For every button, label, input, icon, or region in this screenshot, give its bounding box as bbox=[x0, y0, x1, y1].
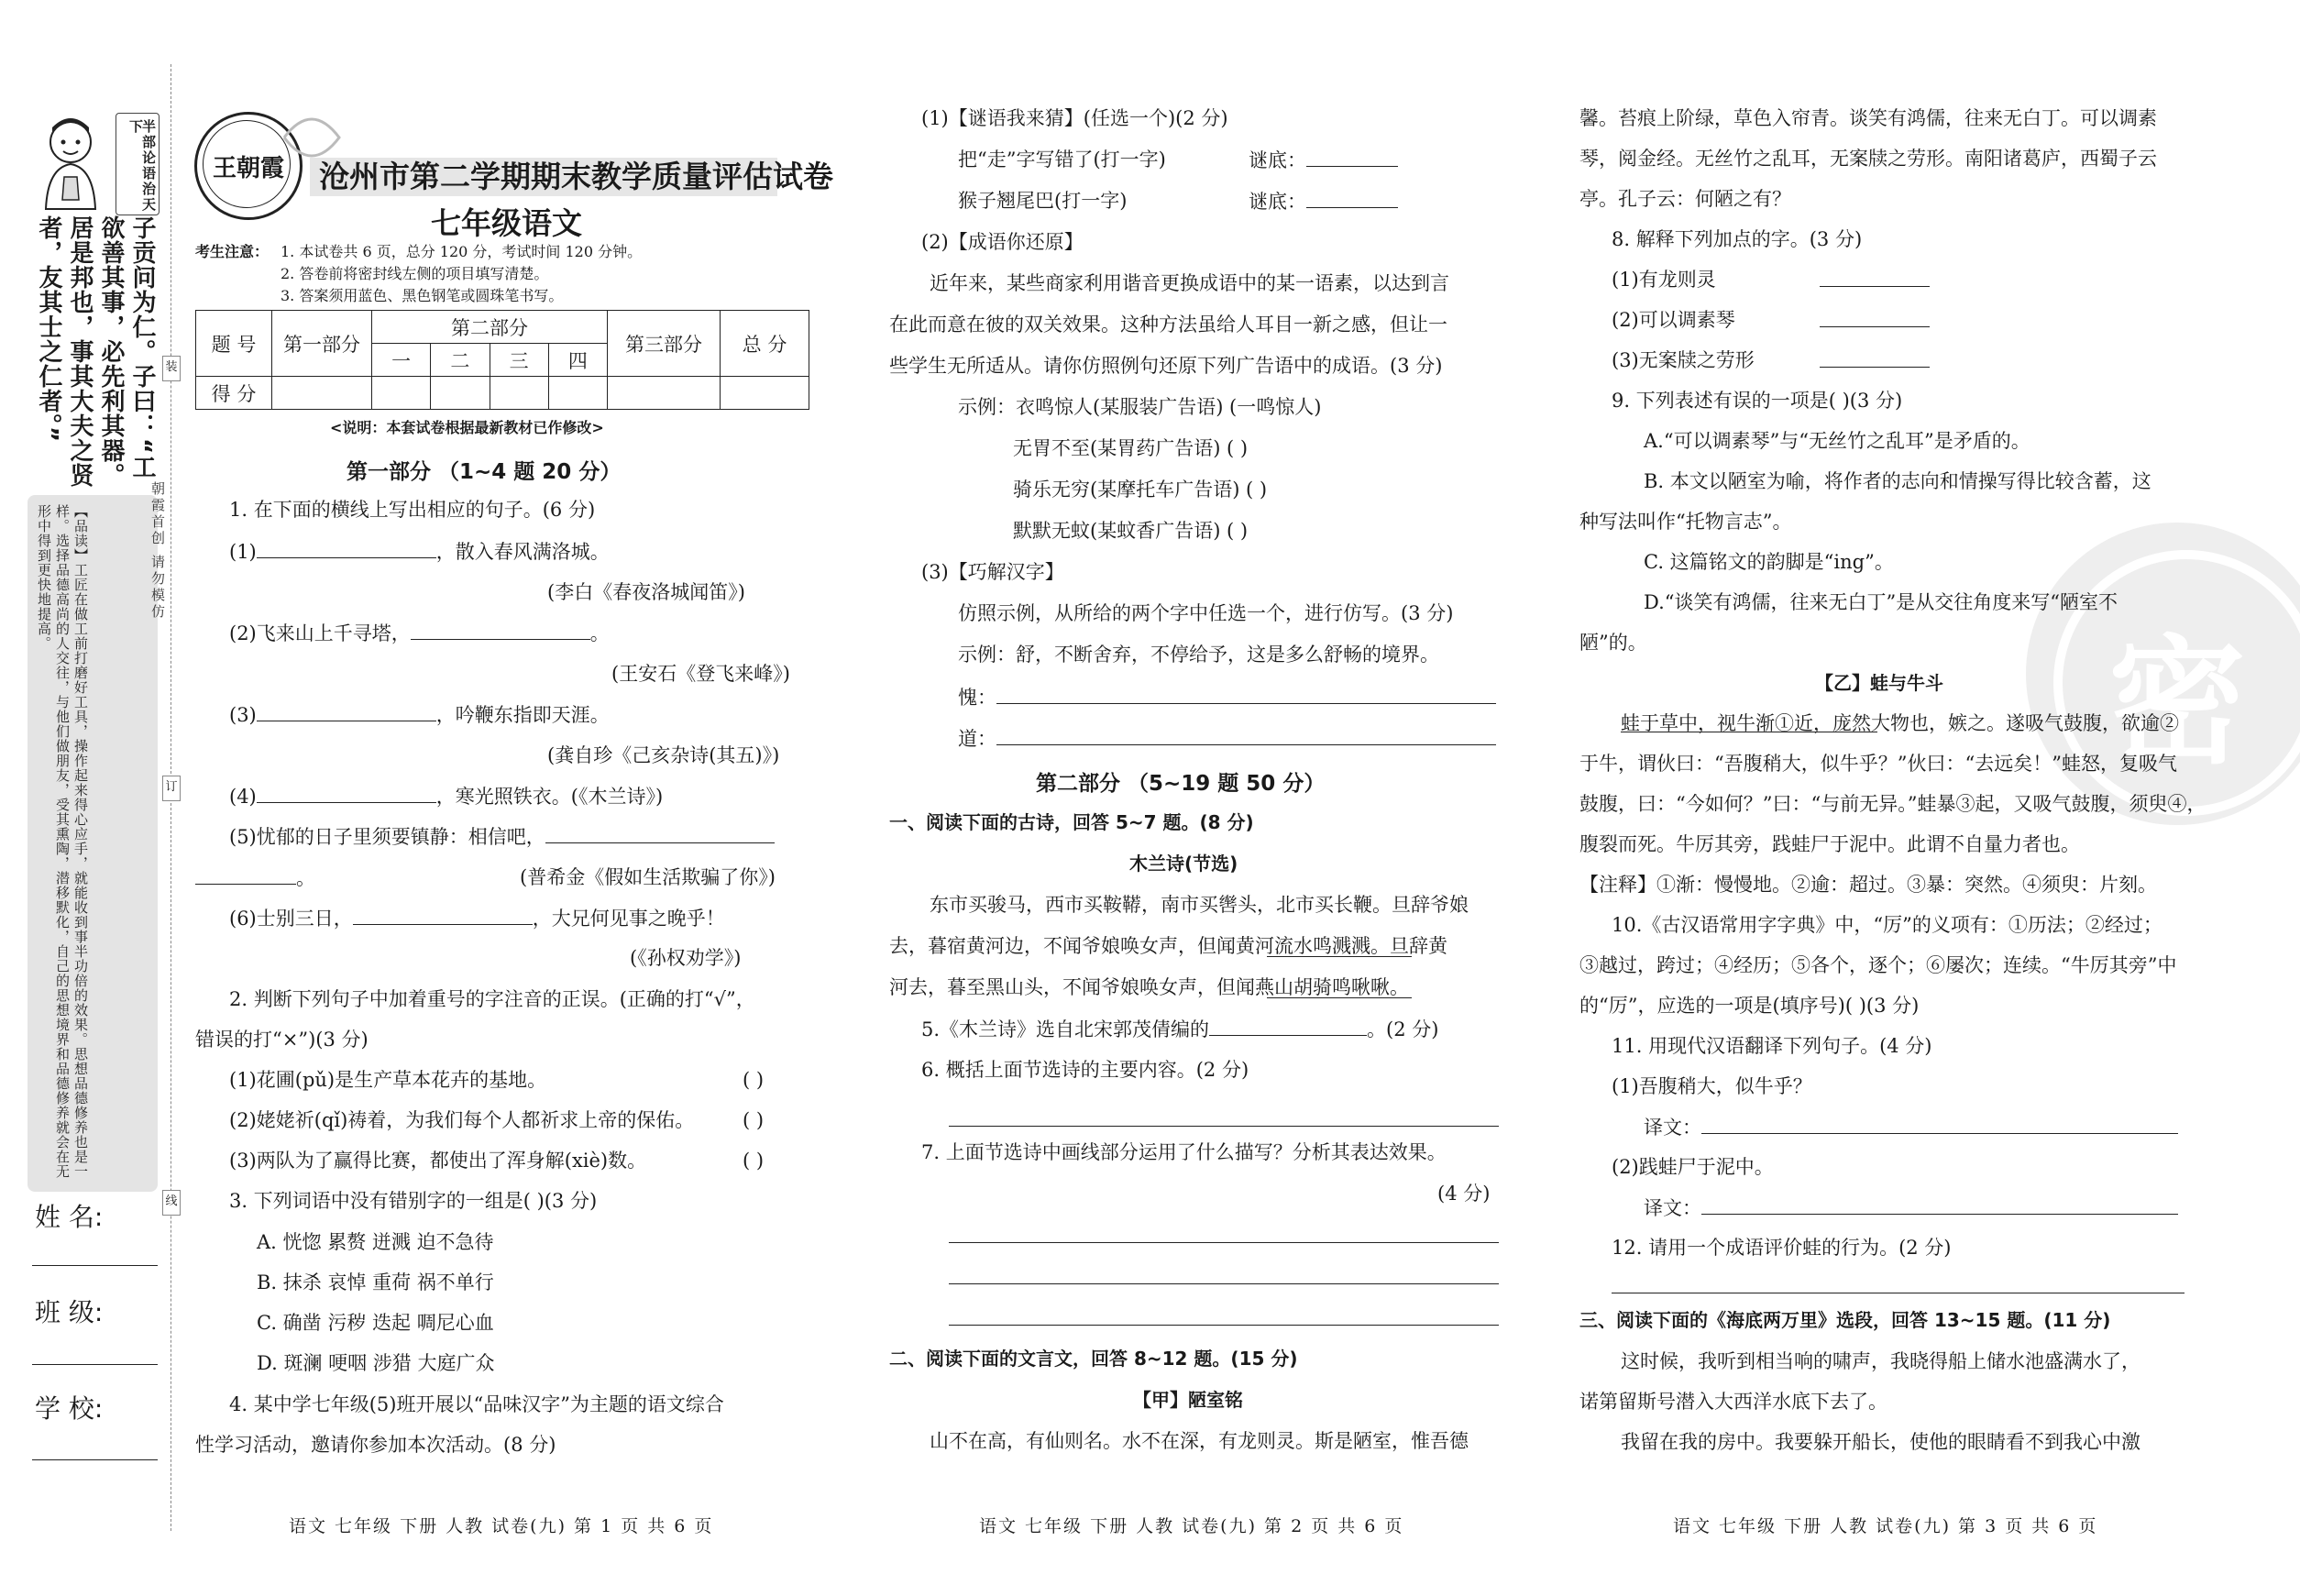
notice-3: 3. 答案须用蓝色、黑色钢笔或圆珠笔书写。 bbox=[281, 287, 564, 304]
underline-mark bbox=[1267, 997, 1412, 998]
p2-idiom-intro-3: 些学生无所适从。请你仿照例句还原下列广告语中的成语。(3 分) bbox=[889, 355, 1443, 377]
text-b-notes: 【注释】①渐：慢慢地。②逾：超过。③暴：突然。④须臾：片刻。 bbox=[1579, 874, 2157, 896]
q9-stem: 9. 下列表述有误的一项是( )(3 分) bbox=[1612, 390, 1903, 412]
q1-stem: 1. 在下面的横线上写出相应的句子。(6 分) bbox=[229, 499, 596, 521]
score-part1: 第一部分 bbox=[272, 311, 372, 377]
poem-line-1: 东市买骏马，西市买鞍鞯，南市买辔头，北市买长鞭。旦辞爷娘 bbox=[930, 894, 1469, 916]
text-a-title: 【甲】陋室铭 bbox=[1133, 1389, 1243, 1411]
q2-stem-cont: 错误的打“×”)(3 分) bbox=[195, 1029, 369, 1051]
poem-line-3: 河去，暮至黑山头，不闻爷娘唤女声，但闻燕山胡骑鸣啾啾。 bbox=[889, 976, 1409, 998]
idiom-example: 示例：衣鸣惊人(某服装广告语) (一鸣惊人) bbox=[958, 396, 1322, 418]
q2-3-paren[interactable]: ( ) bbox=[743, 1150, 765, 1172]
q11-1: (1)吾腹稍大，似牛乎？ bbox=[1612, 1075, 1812, 1097]
answer-blank[interactable] bbox=[1820, 326, 1930, 327]
q8-stem: 8. 解释下列加点的字。(3 分) bbox=[1612, 228, 1863, 250]
answer-line[interactable] bbox=[949, 1126, 1499, 1127]
q11-1-answer: 译文： bbox=[1644, 1113, 2178, 1141]
answer-line[interactable] bbox=[949, 1325, 1499, 1326]
q11-2: (2)践蛙尸于泥中。 bbox=[1612, 1156, 1774, 1178]
q12: 12. 请用一个成语评价蛙的行为。(2 分) bbox=[1612, 1237, 1952, 1259]
q2-1: (1)花圃(pǔ)是生产草本花卉的基地。 bbox=[229, 1069, 547, 1091]
idiom-3[interactable]: 默默无蚊(某蚊香广告语) ( ) bbox=[1013, 520, 1249, 542]
q7-score: (4 分) bbox=[1437, 1183, 1491, 1205]
text-b-line-4: 腹裂而死。牛厉其旁，践蛙尸于泥中。此谓不自量力者也。 bbox=[1579, 833, 2080, 855]
page3-footer: 语文 七年级 下册 人教 试卷(九) 第 3 页 共 6 页 bbox=[1673, 1516, 2098, 1536]
q2-stem: 2. 判断下列句子中加着重号的字注音的正误。(正确的打“√”， bbox=[229, 988, 755, 1010]
text-b-line-1: 蛙于草中，视牛渐①近，庞然大物也，嫉之。遂吸气鼓腹，欲逾② bbox=[1621, 712, 2179, 734]
char-answer-1: 愧： bbox=[958, 683, 1496, 711]
answer-blank[interactable] bbox=[1701, 1113, 2178, 1134]
section1-title: 一、阅读下面的古诗，回答 5~7 题。(8 分) bbox=[889, 811, 1254, 833]
mascot-icon bbox=[28, 113, 115, 214]
answer-blank[interactable] bbox=[257, 700, 436, 721]
q7: 7. 上面节选诗中画线部分运用了什么描写？分析其表达效果。 bbox=[921, 1141, 1447, 1163]
q1-5-source: (普希金《假如生活欺骗了你》) bbox=[520, 866, 776, 888]
q1-3-source: (龚自珍《己亥杂诗(其五)》) bbox=[547, 744, 780, 766]
score-part2-sub1: 一 bbox=[372, 344, 431, 377]
riddle-1: 把“走”字写错了(打一字) bbox=[958, 149, 1166, 171]
poem-title: 木兰诗(节选) bbox=[1129, 853, 1238, 875]
q4-stem: 4. 某中学七年级(5)班开展以“品味汉字”为主题的语文综合 bbox=[229, 1393, 724, 1415]
idiom-2[interactable]: 骑乐无穷(某摩托车广告语) ( ) bbox=[1013, 479, 1268, 501]
riddle-2: 猴子翘尾巴(打一字) bbox=[958, 190, 1128, 212]
section3-title: 三、阅读下面的《海底两万里》选段，回答 13~15 题。(11 分) bbox=[1579, 1309, 2111, 1331]
q10-cont-1: ③越过，跨过；④经历；⑤各个，逐个；⑥屡次；连续。“牛厉其旁”中 bbox=[1579, 954, 2177, 976]
left-strip bbox=[28, 105, 163, 1179]
text-a-line-1: 山不在高，有仙则名。水不在深，有龙则灵。斯是陋室，惟吾德 bbox=[930, 1430, 1469, 1452]
answer-blank[interactable] bbox=[1209, 1015, 1367, 1036]
char-answer-2: 道： bbox=[958, 724, 1496, 753]
q9-option-c[interactable]: C. 这篇铭文的韵脚是“ing”。 bbox=[1644, 551, 1894, 573]
watermark-seal bbox=[2026, 523, 2300, 825]
p2-idiom-title: (2)【成语你还原】 bbox=[921, 231, 1084, 253]
notice-2: 2. 答卷前将密封线左侧的项目填写清楚。 bbox=[281, 265, 549, 282]
text-c-line-2: 诺第留斯号潜入大西洋水底下去了。 bbox=[1579, 1391, 1887, 1413]
score-part2: 第二部分 bbox=[372, 311, 608, 344]
q11-2-answer: 译文： bbox=[1644, 1194, 2178, 1222]
exam-subtitle: 七年级语文 bbox=[431, 205, 582, 241]
p2-idiom-intro-2: 在此而意在彼的双关效果。这种方法虽给人耳目一新之感，但让一 bbox=[889, 314, 1447, 336]
watermark-char: 密 bbox=[2108, 622, 2247, 783]
answer-blank[interactable] bbox=[353, 904, 533, 925]
answer-blank[interactable] bbox=[195, 864, 296, 885]
part1-title: 第一部分 （1~4 题 20 分） bbox=[347, 460, 622, 484]
q2-2: (2)姥姥祈(qǐ)祷着，为我们每个人都祈求上帝的保佑。 bbox=[229, 1109, 695, 1131]
q3-stem: 3. 下列词语中没有错别字的一组是( )(3 分) bbox=[229, 1190, 598, 1212]
notice-1: 1. 本试卷共 6 页，总分 120 分，考试时间 120 分钟。 bbox=[281, 243, 643, 260]
q8-1: (1)有龙则灵 bbox=[1612, 269, 1716, 291]
class-label: 班 级: bbox=[35, 1297, 104, 1327]
score-cell[interactable] bbox=[721, 377, 809, 410]
q8-3: (3)无案牍之劳形 bbox=[1612, 349, 1755, 371]
q2-2-paren[interactable]: ( ) bbox=[743, 1109, 765, 1131]
class-field[interactable] bbox=[32, 1364, 158, 1365]
exam-title: 沧州市第二学期期末教学质量评估试卷 bbox=[319, 159, 833, 194]
q2-1-paren[interactable]: ( ) bbox=[743, 1069, 765, 1091]
answer-blank[interactable] bbox=[411, 619, 590, 640]
q1-5: (5)忧郁的日子里须要镇静：相信吧， bbox=[229, 822, 775, 851]
q6: 6. 概括上面节选诗的主要内容。(2 分) bbox=[921, 1059, 1249, 1081]
q3-option-c[interactable]: C. 确凿 污秽 迭起 啁尼心血 bbox=[257, 1312, 494, 1334]
answer-blank[interactable] bbox=[1306, 146, 1398, 167]
p2-char-intro: 仿照示例，从所给的两个字中任选一个，进行仿写。(3 分) bbox=[958, 602, 1454, 624]
p2-char-title: (3)【巧解汉字】 bbox=[921, 561, 1064, 583]
pindu-text: 【品读】工匠在做工前打磨好工具，操作起来得心应手，就能收到事半功倍的效果。思想品德修养也是一样。选择品德高尚的人交往，与他们做朋友，受其熏陶，潜移默化，自己的思想境界和品德修养就会在无形中得到更快地提高。 bbox=[36, 504, 89, 1179]
quote-text: 子贡问为仁。子曰：“工欲善其事，必先利其器。居是邦也，事其大夫之贤者，友其士之仁者。” bbox=[35, 215, 156, 488]
q10-cont-2: 的“厉”，应选的一项是(填序号)( )(3 分) bbox=[1579, 995, 1920, 1017]
text-c-line-1: 这时候，我听到相当响的啸声，我晓得船上储水池盛满水了， bbox=[1621, 1350, 2140, 1372]
score-cell[interactable] bbox=[608, 377, 721, 410]
q1-2-source: (王安石《登飞来峰》) bbox=[611, 663, 790, 685]
underline-mark bbox=[1267, 956, 1412, 957]
q3-option-a[interactable]: A. 恍惚 累赘 迸溅 迫不急待 bbox=[257, 1231, 494, 1253]
score-part2-sub4: 四 bbox=[548, 344, 607, 377]
banpu-badge bbox=[116, 113, 160, 215]
part2-title: 第二部分 （5~19 题 50 分） bbox=[1036, 772, 1326, 796]
score-cell[interactable] bbox=[431, 377, 490, 410]
q9-option-d-cont: 陋”的。 bbox=[1579, 632, 1647, 654]
p2-idiom-intro-1: 近年来，某些商家利用谐音更换成语中的某一语素，以达到言 bbox=[930, 272, 1449, 294]
section2-title: 二、阅读下面的文言文，回答 8~12 题。(15 分) bbox=[889, 1348, 1298, 1370]
q1-6: (6)士别三日， ，大兄何见事之晚乎！ bbox=[229, 904, 725, 932]
answer-blank[interactable] bbox=[996, 724, 1496, 745]
answer-blank[interactable] bbox=[257, 537, 436, 558]
riddle-2-answer: 谜底： bbox=[1249, 187, 1398, 215]
answer-blank[interactable] bbox=[545, 822, 775, 843]
score-cell[interactable] bbox=[272, 377, 372, 410]
q10-stem: 10.《古汉语常用字字典》中，“厉”的义项有：①历法；②经过； bbox=[1612, 914, 2162, 936]
answer-blank[interactable] bbox=[1820, 286, 1930, 287]
answer-blank[interactable] bbox=[1306, 187, 1398, 208]
q11-stem: 11. 用现代汉语翻译下列句子。(4 分) bbox=[1612, 1035, 1932, 1057]
text-b-line-3: 鼓腹，曰：“今如何？”曰：“与前无异。”蛙暴③起，又吸气鼓腹，须臾④， bbox=[1579, 793, 2206, 815]
side-vertical-text: 朝霞首创 请勿模仿 bbox=[149, 481, 166, 621]
fold-label-3: 线 bbox=[162, 1190, 181, 1216]
text-b-line-2: 于牛，谓伙曰：“吾腹稍大，似牛乎？”伙曰：“去远矣！”蛙怒，复吸气 bbox=[1579, 753, 2177, 775]
q2-3: (3)两队为了赢得比赛，都使出了浑身解(xiè)数。 bbox=[229, 1150, 647, 1172]
score-cell[interactable] bbox=[548, 377, 607, 410]
answer-blank[interactable] bbox=[1701, 1194, 2178, 1215]
q9-option-b-cont: 种写法叫作“托物言志”。 bbox=[1579, 511, 1792, 533]
pindu-box bbox=[28, 495, 158, 1192]
q1-1: (1) ，散入春风满洛城。 bbox=[229, 537, 610, 566]
answer-blank[interactable] bbox=[257, 782, 436, 803]
notice-label: 考生注意： bbox=[195, 243, 270, 260]
q1-1-source: (李白《春夜洛城闻笛》) bbox=[547, 581, 745, 603]
answer-line[interactable] bbox=[949, 1242, 1499, 1243]
page2-footer: 语文 七年级 下册 人教 试卷(九) 第 2 页 共 6 页 bbox=[979, 1516, 1404, 1536]
p2-char-example: 示例：舒，不断舍弃，不停给予，这是多么舒畅的境界。 bbox=[958, 644, 1439, 666]
score-total: 总 分 bbox=[721, 311, 809, 377]
q1-5-cont: 。 bbox=[195, 864, 315, 892]
score-part2-sub2: 二 bbox=[431, 344, 490, 377]
score-cell[interactable] bbox=[372, 377, 431, 410]
q1-4: (4) ，寒光照铁衣。(《木兰诗》) bbox=[229, 782, 663, 810]
page1-footer: 语文 七年级 下册 人教 试卷(九) 第 1 页 共 6 页 bbox=[289, 1516, 714, 1536]
q3-option-b[interactable]: B. 抹杀 哀悼 重荷 祸不单行 bbox=[257, 1271, 494, 1293]
q4-stem-cont: 性学习活动，邀请你参加本次活动。(8 分) bbox=[195, 1434, 556, 1456]
school-label: 学 校: bbox=[35, 1393, 104, 1424]
answer-blank[interactable] bbox=[996, 683, 1496, 704]
score-part3: 第三部分 bbox=[608, 311, 721, 377]
q9-option-b[interactable]: B. 本文以陋室为喻，将作者的志向和情操写得比较含蓄，这 bbox=[1644, 470, 2151, 492]
p2-riddle-title: (1)【谜语我来猜】(任选一个)(2 分) bbox=[921, 107, 1228, 129]
poem-line-2: 去，暮宿黄河边，不闻爷娘唤女声，但闻黄河流水鸣溅溅。旦辞黄 bbox=[889, 935, 1447, 957]
q8-2: (2)可以调素琴 bbox=[1612, 309, 1735, 331]
score-row2-label: 得 分 bbox=[196, 377, 272, 410]
q9-option-a[interactable]: A.“可以调素琴”与“无丝竹之乱耳”是矛盾的。 bbox=[1644, 430, 2030, 452]
score-table bbox=[195, 310, 809, 410]
text-c-line-3: 我留在我的房中。我要躲开船长，使他的眼睛看不到我心中激 bbox=[1621, 1431, 2140, 1453]
q1-6-source: (《孙权劝学》) bbox=[630, 947, 742, 969]
badge-text: 半部论语治天下 bbox=[127, 119, 157, 213]
p3-text-a-4: 亭。孔子云：何陋之有？ bbox=[1579, 188, 1791, 210]
name-field[interactable] bbox=[32, 1265, 158, 1266]
logo-text: 王朝霞 bbox=[212, 155, 284, 182]
score-part2-sub3: 三 bbox=[490, 344, 548, 377]
q5: 5.《木兰诗》选自北宋郭茂倩编的 。(2 分) bbox=[921, 1015, 1438, 1043]
name-label: 姓 名: bbox=[35, 1202, 104, 1232]
q9-option-d[interactable]: D.“谈笑有鸿儒，往来无白丁”是从交往角度来写“陋室不 bbox=[1644, 591, 2118, 613]
edition-note: <说明：本套试卷根据最新教材已作修改> bbox=[330, 419, 604, 436]
q1-2: (2)飞来山上千寻塔， 。 bbox=[229, 619, 610, 647]
riddle-1-answer: 谜底： bbox=[1249, 146, 1398, 174]
fold-label-1: 装 bbox=[162, 356, 181, 381]
fold-label-2: 订 bbox=[162, 776, 181, 801]
school-field[interactable] bbox=[32, 1459, 158, 1460]
p3-text-a-3: 琴，阅金经。无丝竹之乱耳，无案牍之劳形。南阳诸葛庐，西蜀子云 bbox=[1579, 148, 2157, 170]
q3-option-d[interactable]: D. 斑澜 哽咽 涉猎 大庭广众 bbox=[257, 1352, 495, 1374]
score-cell[interactable] bbox=[490, 377, 548, 410]
idiom-1[interactable]: 无胃不至(某胃药广告语) ( ) bbox=[1013, 437, 1249, 459]
text-b-title: 【乙】蛙与牛斗 bbox=[1815, 672, 1943, 694]
answer-line[interactable] bbox=[949, 1283, 1499, 1284]
p3-text-a-2: 馨。苔痕上阶绿，草色入帘青。谈笑有鸿儒，往来无白丁。可以调素 bbox=[1579, 107, 2157, 129]
answer-blank[interactable] bbox=[1820, 367, 1930, 368]
score-row-label: 题 号 bbox=[196, 311, 272, 377]
q1-3: (3) ，吟鞭东指即天涯。 bbox=[229, 700, 610, 729]
